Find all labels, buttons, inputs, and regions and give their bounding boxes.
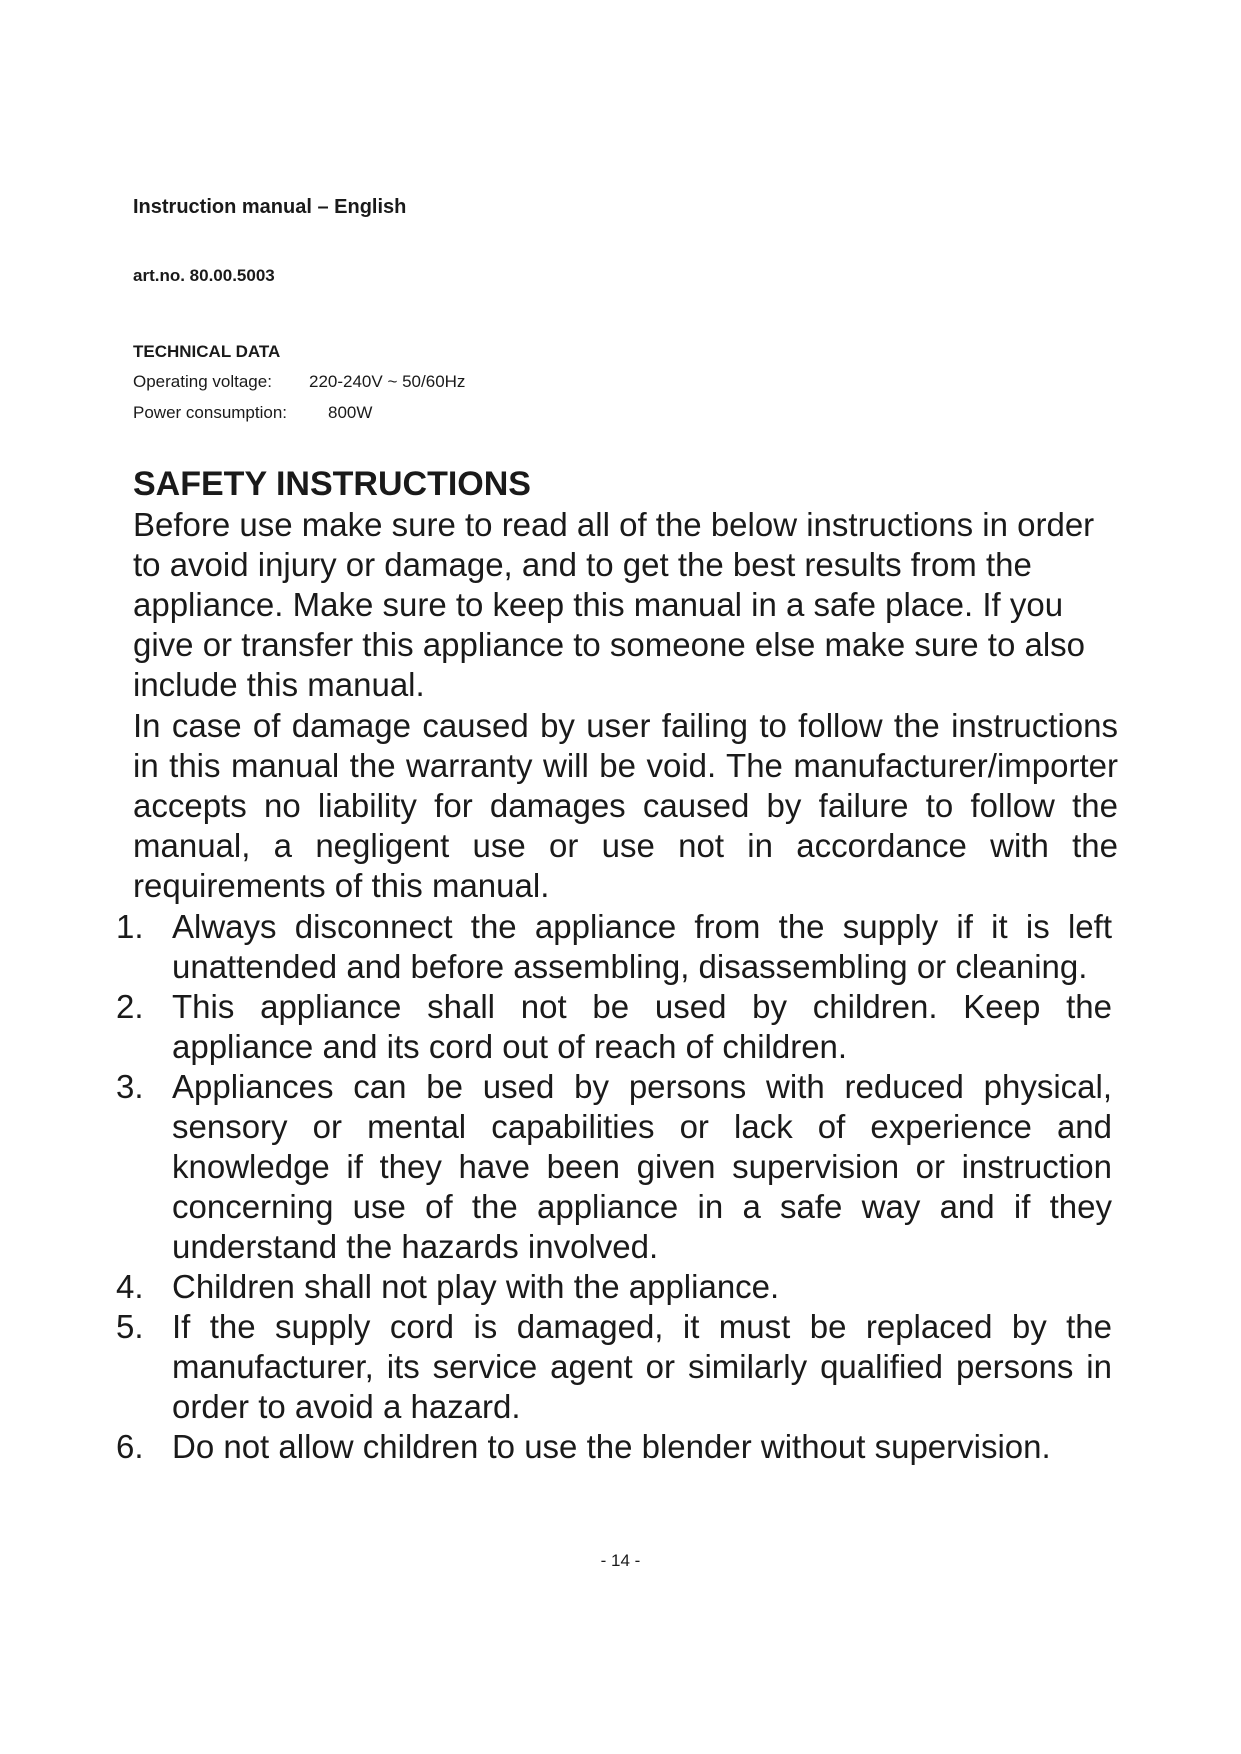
instruction-item bbox=[0, 987, 1112, 1067]
page-number: - 14 - bbox=[600, 1551, 641, 1570]
spec-label: Power consumption: bbox=[133, 403, 288, 422]
instruction-number: 2. bbox=[116, 988, 144, 1025]
instruction-text: If the supply cord is damaged, it must be replaced by the manufacturer, its service agent or similarly qualified persons in order to avoid a hazard. bbox=[172, 1308, 1112, 1425]
instruction-item bbox=[0, 1067, 1112, 1267]
technical-data-heading: TECHNICAL DATA bbox=[133, 342, 281, 361]
spec-value: 220-240V ~ 50/60Hz bbox=[309, 372, 466, 391]
instruction-item bbox=[0, 907, 1112, 987]
instruction-item bbox=[0, 1267, 1112, 1307]
warranty-paragraph: In case of damage caused by user failing to follow the instructions in this manual the warranty will be void. The manufacturer/importer accepts no liability for damages caused by failure to follow the manual, a negligent use or use not in accordance with the requirements of this manual. bbox=[133, 707, 1118, 904]
instruction-number: 6. bbox=[116, 1428, 144, 1465]
spec-row-operating-voltage bbox=[133, 371, 465, 393]
spec-row-power-consumption bbox=[133, 402, 372, 424]
safety-instructions-heading: SAFETY INSTRUCTIONS bbox=[133, 465, 531, 503]
instruction-text: Do not allow children to use the blender without supervision. bbox=[172, 1428, 1051, 1465]
instruction-text: Children shall not play with the appliance. bbox=[172, 1268, 780, 1305]
intro-paragraph: Before use make sure to read all of the below instructions in order to avoid injury or damage, and to get the best results from the appliance. Make sure to keep this manual in a safe place. If you give or transfer this appliance to someone else make sure to also include this manual. bbox=[133, 506, 1095, 703]
spec-value: 800W bbox=[328, 403, 373, 422]
instruction-item bbox=[0, 1307, 1112, 1427]
instruction-item bbox=[0, 1427, 1112, 1467]
safety-instruction-list bbox=[0, 907, 1241, 1467]
manual-title: Instruction manual – English bbox=[133, 196, 407, 218]
instruction-text: Always disconnect the appliance from the supply if it is left unattended and before assembling, disassembling or cleaning. bbox=[172, 908, 1112, 985]
instruction-number: 4. bbox=[116, 1268, 144, 1305]
instruction-number: 5. bbox=[116, 1308, 144, 1345]
instruction-text: Appliances can be used by persons with reduced physical, sensory or mental capabilities or lack of experience and knowledge if they have been given supervision or instruction concerning use of the appliance in a safe way and if they understand the hazards involved. bbox=[172, 1068, 1112, 1265]
article-number: art.no. 80.00.5003 bbox=[133, 266, 275, 285]
instruction-number: 3. bbox=[116, 1068, 144, 1105]
spec-label: Operating voltage: bbox=[133, 372, 272, 391]
instruction-number: 1. bbox=[116, 908, 144, 945]
instruction-text: This appliance shall not be used by children. Keep the appliance and its cord out of reach of children. bbox=[172, 988, 1112, 1065]
